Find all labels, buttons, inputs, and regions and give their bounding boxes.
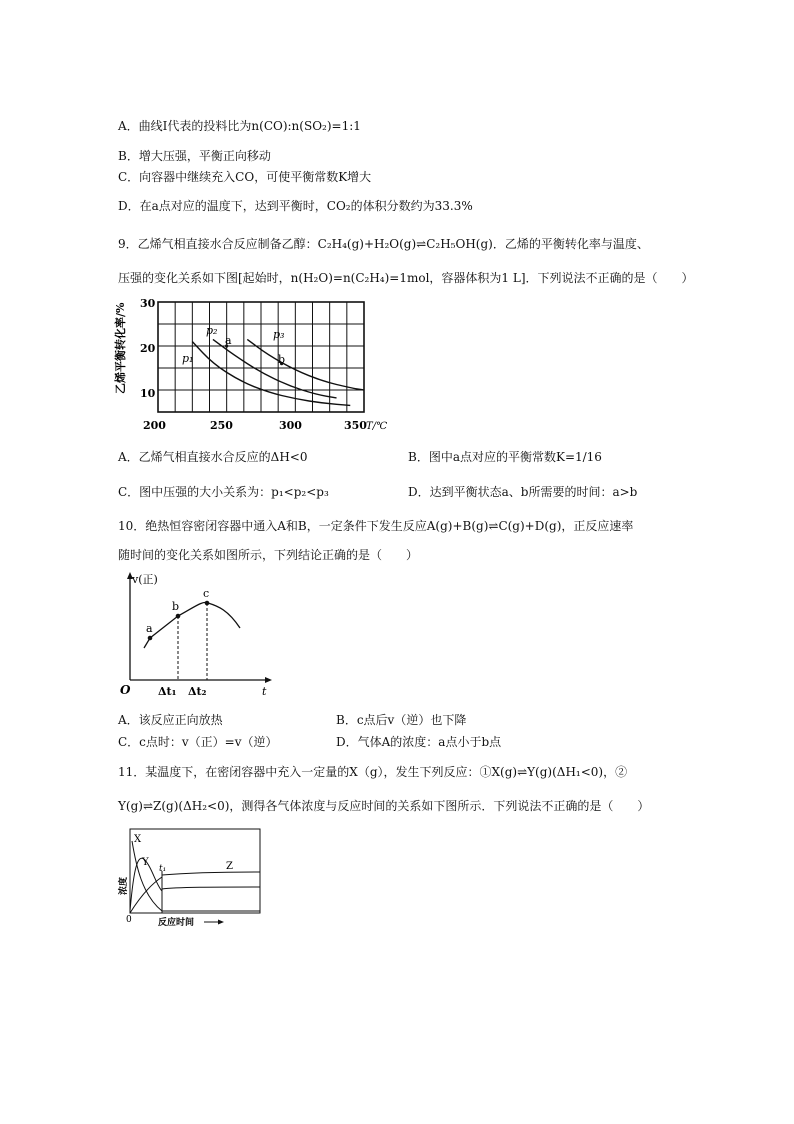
- q9-label-p3: p₃: [273, 328, 285, 341]
- q10-label-c: c: [203, 587, 210, 600]
- q10-label-b: b: [172, 600, 180, 613]
- q9-chart: [110, 296, 388, 432]
- q11-label-x: X: [134, 834, 142, 845]
- q11-curve-z: [130, 872, 260, 913]
- q10-option-d: D．气体A的浓度：a点小于b点: [336, 735, 502, 749]
- q10-y-label: v(正): [132, 573, 158, 586]
- q11-label-t1: t₁: [159, 864, 167, 874]
- q8-option-c: C．向容器中继续充入CO，可使平衡常数K增大: [118, 170, 372, 184]
- q9-stem-line2: 压强的变化关系如下图[起始时，n(H₂O)=n(C₂H₄)=1mol，容器体积为1 L]．下列说法不正确的是（ ）: [118, 271, 694, 285]
- q9-label-a: a: [225, 334, 232, 347]
- q9-xtick-350: 350: [344, 419, 367, 432]
- q11-x-label: 反应时间: [158, 918, 195, 928]
- q10-xtick-t2: Δt₂: [188, 685, 207, 698]
- q10-rate-curve: [144, 602, 240, 648]
- q8-option-a: A．曲线Ⅰ代表的投料比为n(CO):n(SO₂)=1:1: [118, 119, 361, 133]
- q9-label-b: b: [278, 353, 286, 366]
- q9-ytick-20: 20: [140, 342, 156, 355]
- q10-point-a: [148, 636, 153, 641]
- q9-x-axis-label: T/℃: [366, 421, 388, 432]
- q10-stem-line2: 随时间的变化关系如图所示，下列结论正确的是（ ）: [118, 548, 419, 562]
- q10-point-b: [176, 614, 181, 619]
- q9-label-p1: p₁: [182, 352, 194, 365]
- q9-xtick-300: 300: [279, 419, 302, 432]
- q9-series-p2: [213, 339, 337, 398]
- q9-xtick-200: 200: [143, 419, 166, 432]
- q10-origin-label: O: [120, 683, 131, 697]
- q10-xtick-t1: Δt₁: [158, 685, 177, 698]
- q10-label-a: a: [146, 622, 153, 635]
- q11-label-y: Y: [142, 857, 149, 868]
- q11-y-label: 浓度: [119, 876, 129, 895]
- q11-curve-y: [130, 858, 260, 911]
- q10-option-b: B．c点后v（逆）也下降: [336, 713, 467, 727]
- q11-x-arrow-head: [218, 920, 224, 925]
- q9-ytick-30: 30: [140, 297, 156, 310]
- q10-option-c: C．c点时：v（正）=v（逆）: [118, 735, 278, 749]
- q11-frame: [130, 829, 260, 913]
- q9-xtick-250: 250: [210, 419, 233, 432]
- q10-x-label: t: [262, 685, 267, 698]
- q10-chart: [118, 570, 278, 700]
- q10-x-arrow: [265, 677, 272, 683]
- q11-label-z: Z: [226, 861, 233, 872]
- q10-point-c: [205, 601, 210, 606]
- q9-option-b: B．图中a点对应的平衡常数K=1/16: [408, 450, 602, 464]
- q10-stem-line1: 10．绝热恒容密闭容器中通入A和B，一定条件下发生反应A(g)+B(g)⇌C(g)+D(g)，正反应速率: [118, 519, 634, 533]
- q11-stem-line2: Y(g)⇌Z(g)(ΔH₂<0)，测得各气体浓度与反应时间的关系如下图所示．下列说法不正确的是（ ）: [118, 799, 650, 813]
- q10-option-a: A．该反应正向放热: [118, 713, 223, 727]
- q11-origin-label: 0: [126, 915, 132, 925]
- q11-curve-x: [132, 841, 260, 911]
- q9-y-axis-label: 乙烯平衡转化率/%: [114, 302, 127, 394]
- q9-label-p2: p₂: [206, 324, 218, 337]
- q11-chart: [116, 825, 266, 927]
- q9-ytick-10: 10: [140, 387, 156, 400]
- q9-option-d: D．达到平衡状态a、b所需要的时间：a>b: [408, 485, 638, 499]
- q8-option-d: D．在a点对应的温度下，达到平衡时，CO₂的体积分数约为33.3%: [118, 199, 473, 213]
- q8-option-b: B．增大压强，平衡正向移动: [118, 149, 271, 163]
- q9-option-a: A．乙烯气相直接水合反应的ΔH<0: [118, 450, 308, 464]
- q9-stem-line1: 9．乙烯气相直接水合反应制备乙醇：C₂H₄(g)+H₂O(g)⇌C₂H₅OH(g)．乙烯的平衡转化率与温度、: [118, 237, 649, 251]
- q9-option-c: C．图中压强的大小关系为：p₁<p₂<p₃: [118, 485, 329, 499]
- q11-stem-line1: 11．某温度下，在密闭容器中充入一定量的X（g），发生下列反应：①X(g)⇌Y(g)(ΔH₁<0)，②: [118, 765, 628, 779]
